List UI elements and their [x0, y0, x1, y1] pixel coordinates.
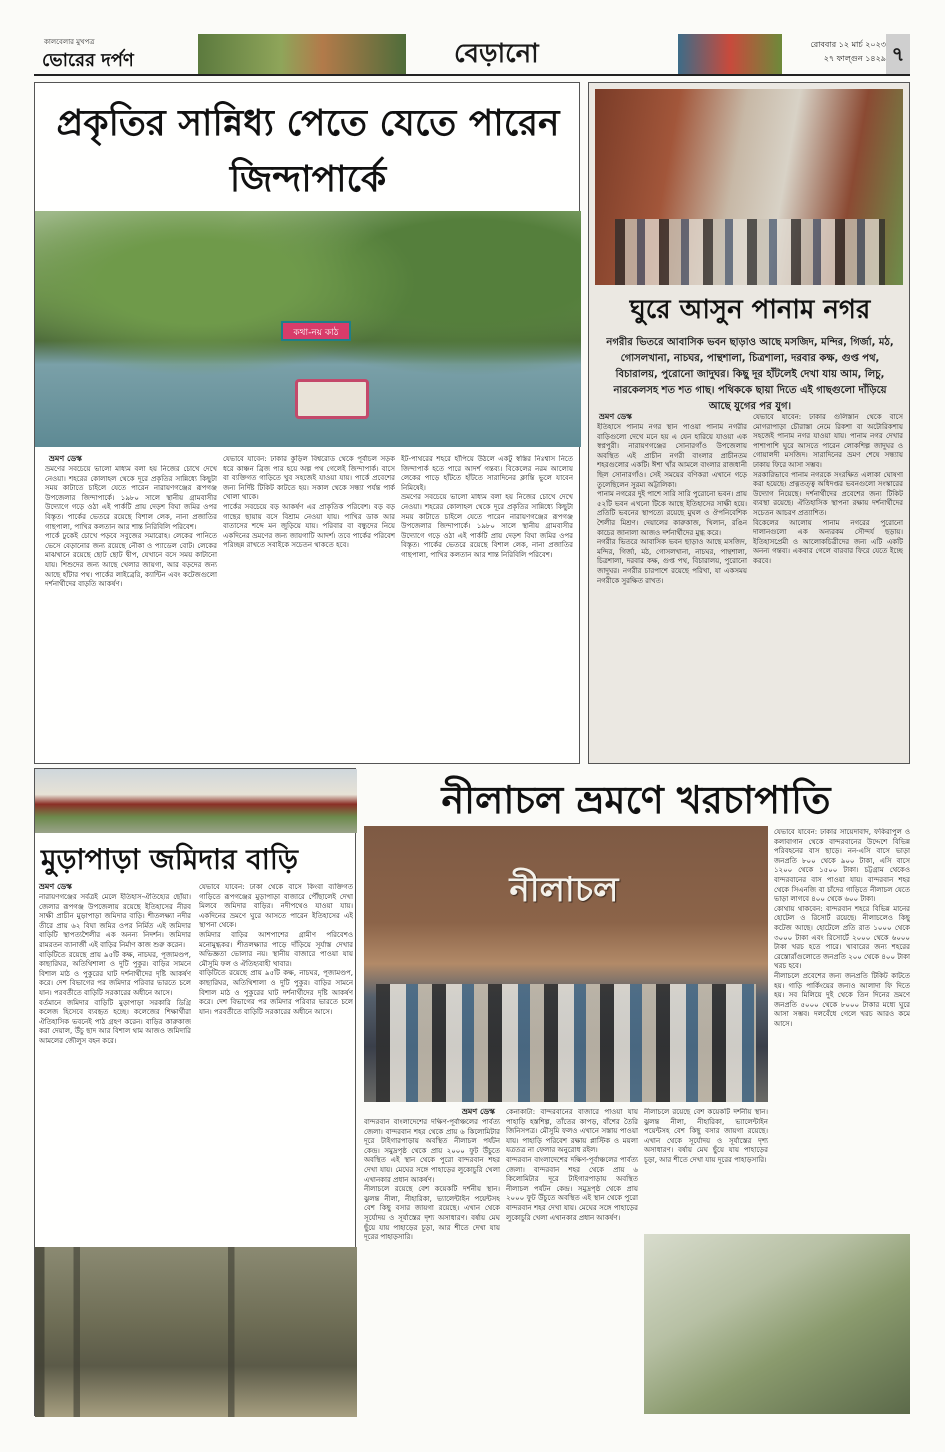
- article-column: নীলাচলে রয়েছে বেশ কয়েকটি দর্শনীয় স্থান। ঝুলন্ত নীলা, নীহারিকা, ভ্যালেন্টাইন পয়েন্টসহ বেশ কিছু বসার জায়গা রয়েছে। এখান থেকে সূর্যোদয় ও সূর্যাস্তের দৃশ্য অসাধারণ। বর্ষায় মেঘ ছুঁয়ে যায় পাহাড়ের চূড়া, আর শীতে দেখা যায় দূরের পাহাড়সারি।: [644, 1108, 768, 1164]
- article-column: যেভাবে যাবেন: ঢাকা থেকে বাসে কিংবা ব্যক্তিগত গাড়িতে রূপগঞ্জের মুড়াপাড়া বাজারে পৌঁছালেই দেখা মিলবে জমিদার বাড়ির। নদীপথেও যাওয়া যায়। একদিনের ভ্রমণে ঘুরে আসতে পারেন ইতিহাসের এই স্থাপনা থেকে। জমিদার বাড়ির আশপাশের গ্রামীণ পরিবেশও মনোমুগ্ধকর। শীতলক্ষ্যার পাড়ে দাঁড়িয়ে সূর্যাস্ত দেখার অভিজ্ঞতা ভোলার নয়। স্থানীয় বাজারে পাওয়া যায় মৌসুমি ফল ও ঐতিহ্যবাহী খাবার। বাড়িটিতে রয়েছে প্রায় ৯৫টি কক্ষ, নাচঘর, পূজামণ্ডপ, কাছারিঘর, অতিথিশালা ও দুটি পুকুর। বাড়ির সামনে বিশাল মাঠ ও পুকুরের ঘাট দর্শনার্থীদের দৃষ্টি আকর্ষণ করে। দেশ বিভাগের পর জমিদার পরিবার ভারতে চলে যান। পরবর্তীতে বাড়িটি সরকারের অধীনে আসে।: [199, 883, 353, 1016]
- article-headline: প্রকৃতির সান্নিধ্য পেতে যেতে পারেন জিন্দাপার্কে: [56, 102, 560, 200]
- section-title: বেড়ানো: [454, 39, 539, 69]
- byline: ভ্রমণ ডেস্ক: [462, 1107, 495, 1116]
- crowd-shape: [615, 219, 885, 285]
- article-headline: নীলাচল ভ্রমণে খরচাপাতি: [441, 777, 831, 822]
- article-column: যেভাবে যাবেন: ঢাকার কুড়িল বিশ্বরোড থেকে পূর্বাচল সড়ক ধরে কাঞ্চন ব্রিজ পার হয়ে অল্প পথ গেলেই জিন্দাপার্ক। বাসে বা ব্যক্তিগত গাড়িতে খুব সহজেই যাওয়া যায়। পার্কে প্রবেশের জন্য নির্দিষ্ট টিকিট কাটতে হয়। সকাল থেকে সন্ধ্যা পর্যন্ত পার্ক খোলা থাকে। পার্কের সবচেয়ে বড় আকর্ষণ এর প্রাকৃতিক পরিবেশ। বড় বড় গাছের ছায়ায় বসে বিশ্রাম নেওয়া যায়। পাখির ডাক আর বাতাসের শব্দে মন জুড়িয়ে যায়। পরিবার বা বন্ধুদের নিয়ে একদিনের ভ্রমণের জন্য জায়গাটি আদর্শ। তবে পার্কের পরিবেশ পরিচ্ছন্ন রাখতে সবাইকে সচেতন থাকতে হবে।: [223, 455, 395, 550]
- article-zinda-park: [34, 82, 580, 764]
- masthead-name: ভোরের দর্পণ: [42, 50, 134, 71]
- date-gregorian: রোববার ১২ মার্চ ২০২৩: [810, 40, 886, 49]
- page-number: ৭: [886, 34, 910, 74]
- park-sign: কথা-নয় কাঠ: [281, 321, 351, 341]
- dateline: [786, 38, 886, 66]
- article-headline: মুড়াপাড়া জমিদার বাড়ি: [41, 843, 298, 876]
- article-column: বান্দরবান বাংলাদেশের দক্ষিণ-পূর্বাঞ্চলের পার্বত্য জেলা। বান্দরবান শহর থেকে প্রায় ৬ কিলোমিটার দূরে টাইগারপাড়ায় অবস্থিত নীলাচল পর্যটন কেন্দ্র। সমুদ্রপৃষ্ঠ থেকে প্রায় ২০০০ ফুট উঁচুতে অবস্থিত এই স্থান থেকে পুরো বান্দরবান শহর দেখা যায়। মেঘের সঙ্গে পাহাড়ের লুকোচুরি খেলা এখানকার প্রধান আকর্ষণ। নীলাচলে রয়েছে বেশ কয়েকটি দর্শনীয় স্থান। ঝুলন্ত নীলা, নীহারিকা, ভ্যালেন্টাইন পয়েন্টসহ বেশ কিছু বসার জায়গা রয়েছে। এখান থেকে সূর্যোদয় ও সূর্যাস্তের দৃশ্য অসাধারণ। বর্ষায় মেঘ ছুঁয়ে যায় পাহাড়ের চূড়া, আর শীতে দেখা যায় দূরের পাহাড়সারি।: [364, 1118, 500, 1242]
- article-nilachal: [362, 768, 910, 1416]
- byline: ভ্রমণ ডেস্ক: [49, 454, 82, 463]
- article-panam-nagar: [588, 82, 910, 764]
- page-header: [34, 34, 910, 76]
- group-shape: [376, 984, 756, 1102]
- nilachal-visitors-photo: [644, 1234, 910, 1414]
- article-column: ইতিহাসে পানাম নগর স্থান পাওয়া পানাম নগরীর বাড়িগুলো দেখে মনে হয় এ যেন হারিয়ে যাওয়া এক স্বপ্নপুরী। নারায়ণগঞ্জের সোনারগাঁও উপজেলায় অবস্থিত এই প্রাচীন নগরী বাংলার প্রাচীনতম শহরগুলোর একটি। ঈশা খাঁর আমলে বাংলার রাজধানী ছিল সোনারগাঁও। সেই সময়ের বণিকরা এখানে গড়ে তুলেছিলেন সুরম্য অট্টালিকা। পানাম নগরের দুই পাশে সারি সারি পুরোনো ভবন। প্রায় ৫২টি ভবন এখনো টিকে আছে ইতিহাসের সাক্ষী হয়ে। প্রতিটি ভবনের স্থাপত্যে রয়েছে মুঘল ও ঔপনিবেশিক শৈলীর মিশ্রণ। দেয়ালের কারুকাজ, খিলান, রঙিন কাচের জানালা আজও দর্শনার্থীদের মুগ্ধ করে। নগরীর ভিতরে আবাসিক ভবন ছাড়াও আছে মসজিদ, মন্দির, গির্জা, মঠ, গোসলখানা, নাচঘর, পান্থশালা, চিত্রশালা, দরবার কক্ষ, গুপ্ত পথ, বিচারালয়, পুরোনো জাদুঘর। নগরীর চারপাশে রয়েছে পরিখা, যা একসময় নগরীকে সুরক্ষিত রাখত।: [597, 423, 747, 585]
- date-bangla: ২৭ ফাল্গুন ১৪২৯: [823, 54, 886, 63]
- article-deck: নগরীর ভিতরে আবাসিক ভবন ছাড়াও আছে মসজিদ, মন্দির, গির্জা, মঠ, গোসলখানা, নাচঘর, পান্থশালা, চিত্রশালা, দরবার কক্ষ, গুপ্ত পথ, বিচারালয়, পুরোনো জাদুঘর। কিছু দূর হাঁটলেই দেখা যায় আম, লিচু, নারকেলসহ শত শত গাছ। পথিককে ছায়া দিতে এই গাছগুলো দাঁড়িয়ে আছে যুগের পর যুগ।: [606, 337, 894, 412]
- article-column: ইট-পাথরের শহরে হাঁপিয়ে উঠলে একটু স্বস্তির নিঃশ্বাস নিতে জিন্দাপার্ক হতে পারে আদর্শ গন্তব্য। বিকেলের নরম আলোয় লেকের পাড়ে হাঁটতে হাঁটতে সারাদিনের ক্লান্তি ভুলে যাবেন নিমিষেই। ভ্রমণের সবচেয়ে ভালো মাধ্যম বলা হয় নিজের চোখে দেখে নেওয়া। শহরের কোলাহল থেকে দূরে প্রকৃতির সান্নিধ্যে কিছুটা সময় কাটাতে চাইলে যেতে পারেন নারায়ণগঞ্জের রূপগঞ্জ উপজেলার জিন্দাপার্কে। ১৯৮০ সালে স্থানীয় গ্রামবাসীর উদ্যোগে গড়ে ওঠা এই পার্কটি প্রায় দেড়শ বিঘা জমির ওপর বিস্তৃত। পার্কের ভেতরে রয়েছে বিশাল লেক, নানা প্রজাতির গাছপালা, পাখির কলতান আর শান্ত নিরিবিলি পরিবেশ।: [401, 455, 573, 559]
- byline: ভ্রমণ ডেস্ক: [39, 882, 72, 891]
- nilachal-sign: নীলাচল: [509, 870, 619, 910]
- article-column: ভ্রমণের সবচেয়ে ভালো মাধ্যম বলা হয় নিজের চোখে দেখে নেওয়া। শহরের কোলাহল থেকে দূরে প্রকৃতির সান্নিধ্যে কিছুটা সময় কাটাতে চাইলে যেতে পারেন নারায়ণগঞ্জের রূপগঞ্জ উপজেলার জিন্দাপার্কে। ১৯৮০ সালে স্থানীয় গ্রামবাসীর উদ্যোগে গড়ে ওঠা এই পার্কটি প্রায় দেড়শ বিঘা জমির ওপর বিস্তৃত। পার্কের ভেতরে রয়েছে বিশাল লেক, নানা প্রজাতির গাছপালা, পাখির কলতান আর শান্ত নিরিবিলি পরিবেশ। পার্কে ঢুকেই চোখে পড়বে সবুজের সমারোহ। লেকের পানিতে ভেসে বেড়ানোর জন্য রয়েছে নৌকা ও প্যাডেল বোট। লেকের মাঝখানে রয়েছে ছোট ছোট দ্বীপ, যেখানে বসে সময় কাটানো যায়। শিশুদের জন্য আছে খেলার জায়গা, আর বড়দের জন্য আছে হাঁটার পথ। পার্কের লাইব্রেরি, ক্যান্টিন এবং কটেজগুলো দর্শনার্থীদের বাড়তি আকর্ষণ।: [45, 465, 217, 589]
- article-column: যেভাবে যাবেন: ঢাকার গুলিস্তান থেকে বাসে মোগরাপাড়া চৌরাস্তা নেমে রিকশা বা অটোরিকশায় সহজেই পানাম নগর যাওয়া যায়। পানাম নগর দেখার পাশাপাশি ঘুরে আসতে পারেন লোকশিল্প জাদুঘর ও গোয়ালদী মসজিদ। সারাদিনের ভ্রমণ শেষে সন্ধ্যায় ঢাকায় ফিরে আসা সম্ভব। সরকারিভাবে পানাম নগরকে সংরক্ষিত এলাকা ঘোষণা করা হয়েছে। প্রত্নতত্ত্ব অধিদপ্তর ভবনগুলো সংস্কারের উদ্যোগ নিয়েছে। দর্শনার্থীদের প্রবেশের জন্য টিকিট ব্যবস্থা রয়েছে। ঐতিহাসিক স্থাপনা রক্ষায় দর্শনার্থীদের সচেতন আচরণ প্রত্যাশিত। বিকেলের আলোয় পানাম নগরের পুরোনো দালানগুলো এক অন্যরকম সৌন্দর্য ছড়ায়। ইতিহাসপ্রেমী ও আলোকচিত্রীদের জন্য এটি একটি অনন্য গন্তব্য। একবার গেলে বারবার ফিরে যেতে ইচ্ছে করবে।: [753, 413, 903, 565]
- byline: ভ্রমণ ডেস্ক: [599, 412, 632, 421]
- header-photo-right: [678, 34, 782, 74]
- masthead: [34, 34, 194, 74]
- panam-nagar-photo: [595, 89, 903, 285]
- article-headline: ঘুরে আসুন পানাম নগর: [629, 295, 871, 325]
- boat-shape: [295, 379, 369, 419]
- murapara-photo: [35, 769, 357, 833]
- zinda-park-photo: [35, 211, 581, 447]
- header-photo-left: [198, 34, 406, 74]
- masthead-tagline: কালবেলার মুখপত্র: [44, 38, 95, 46]
- article-column: কেনাকাটা: বান্দরবানের বাজারে পাওয়া যায় পাহাড়ি হস্তশিল্প, তাঁতের কাপড়, বাঁশের তৈরি জিনিসপত্র। মৌসুমি ফলও এখানে সস্তায় পাওয়া যায়। পাহাড়ি পরিবেশ রক্ষায় প্লাস্টিক ও ময়লা যত্রতত্র না ফেলার অনুরোধ রইল। বান্দরবান বাংলাদেশের দক্ষিণ-পূর্বাঞ্চলের পার্বত্য জেলা। বান্দরবান শহর থেকে প্রায় ৬ কিলোমিটার দূরে টাইগারপাড়ায় অবস্থিত নীলাচল পর্যটন কেন্দ্র। সমুদ্রপৃষ্ঠ থেকে প্রায় ২০০০ ফুট উঁচুতে অবস্থিত এই স্থান থেকে পুরো বান্দরবান শহর দেখা যায়। মেঘের সঙ্গে পাহাড়ের লুকোচুরি খেলা এখানকার প্রধান আকর্ষণ।: [506, 1108, 638, 1222]
- article-column: যেভাবে যাবেন: ঢাকার সায়েদাবাদ, ফকিরাপুল ও কলাবাগান থেকে বান্দরবানের উদ্দেশে বিভিন্ন পরিবহনের বাস ছাড়ে। নন-এসি বাসে ভাড়া জনপ্রতি ৮০০ থেকে ৯০০ টাকা, এসি বাসে ১২০০ থেকে ১৫০০ টাকা। চট্টগ্রাম থেকেও বান্দরবানের বাস পাওয়া যায়। বান্দরবান শহর থেকে সিএনজি বা চাঁদের গাড়িতে নীলাচল যেতে ভাড়া লাগবে ৪০০ থেকে ৬০০ টাকা। কোথায় থাকবেন: বান্দরবান শহরে বিভিন্ন মানের হোটেল ও রিসোর্ট রয়েছে। নীলাচলেও কিছু কটেজ আছে। হোটেলে প্রতি রাত ১০০০ থেকে ৩০০০ টাকা এবং রিসোর্টে ২০০০ থেকে ৬০০০ টাকা খরচ হতে পারে। খাবারের জন্য শহরের রেস্তোরাঁগুলোতে জনপ্রতি ২০০ থেকে ৪০০ টাকা খরচ হবে। নীলাচলে প্রবেশের জন্য জনপ্রতি টিকিট কাটতে হয়। গাড়ি পার্কিংয়ের জন্যও আলাদা ফি দিতে হয়। সব মিলিয়ে দুই থেকে তিন দিনের ভ্রমণে জনপ্রতি ৫০০০ থেকে ৮০০০ টাকার মধ্যে ঘুরে আসা সম্ভব। দলবেঁধে গেলে খরচ আরও কমে আসে।: [774, 828, 910, 1028]
- article-murapara: [34, 768, 356, 1416]
- article-column: নারায়ণগঞ্জের সর্বত্রই মেলে ইতিহাস-ঐতিহ্যের ছোঁয়া। জেলার রূপগঞ্জ উপজেলায় রয়েছে ইতিহাসের নীরব সাক্ষী প্রাচীন মুড়াপাড়া জমিদার বাড়ি। শীতলক্ষ্যা নদীর তীরে প্রায় ৬২ বিঘা জমির ওপর নির্মিত এই জমিদার বাড়িটি স্থাপত্যশৈলীর এক অনন্য নিদর্শন। জমিদার রামরতন ব্যানার্জী এই বাড়ির নির্মাণ কাজ শুরু করেন। বাড়িটিতে রয়েছে প্রায় ৯৫টি কক্ষ, নাচঘর, পূজামণ্ডপ, কাছারিঘর, অতিথিশালা ও দুটি পুকুর। বাড়ির সামনে বিশাল মাঠ ও পুকুরের ঘাট দর্শনার্থীদের দৃষ্টি আকর্ষণ করে। দেশ বিভাগের পর জমিদার পরিবার ভারতে চলে যান। পরবর্তীতে বাড়িটি সরকারের অধীনে আসে। বর্তমানে জমিদার বাড়িটি মুড়াপাড়া সরকারি ডিগ্রি কলেজ হিসেবে ব্যবহৃত হচ্ছে। কলেজের শিক্ষার্থীরা ঐতিহাসিক ভবনেই পাঠ গ্রহণ করেন। বাড়ির কারুকাজ করা দেয়াল, উঁচু ছাদ আর বিশাল থাম আজও জমিদারি আমলের জৌলুস বহন করে।: [39, 893, 191, 1045]
- nilachal-group-photo: [364, 826, 768, 1102]
- zamindar-courtyard-photo: [35, 1247, 357, 1417]
